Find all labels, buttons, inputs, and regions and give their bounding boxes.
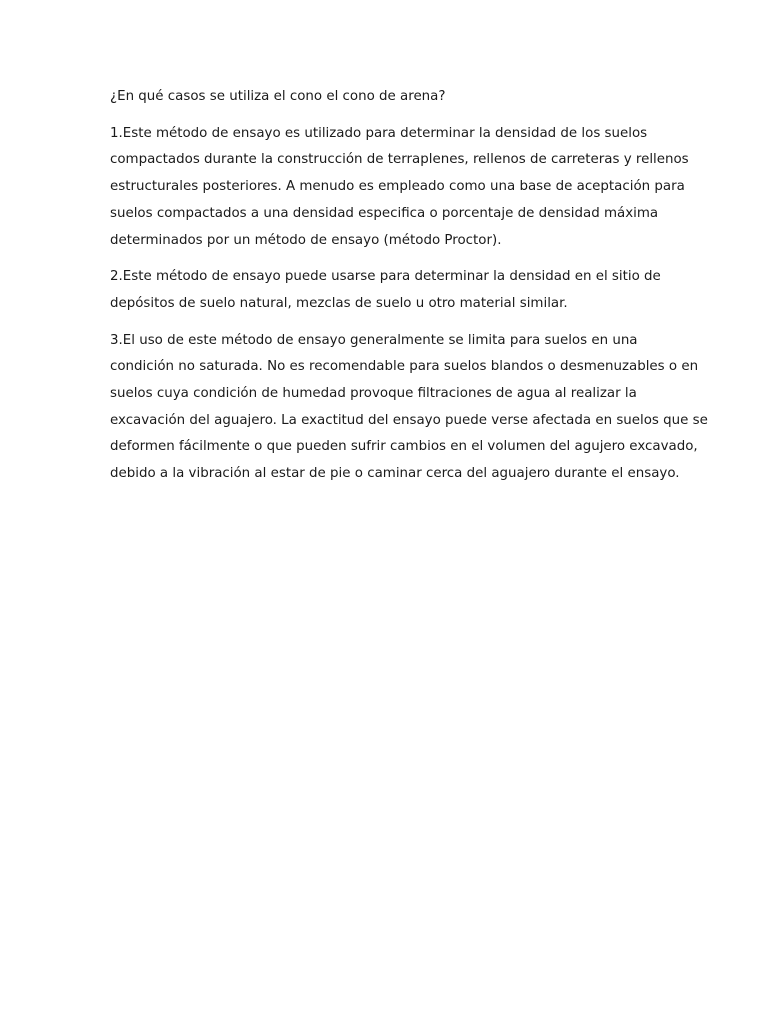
paragraph-1 — [110, 121, 689, 255]
paragraph-line: debido a la vibración al estar de pie o caminar cerca del aguajero durante el ensayo. — [110, 466, 680, 482]
paragraph-2 — [110, 264, 668, 317]
paragraph-line: excavación del aguajero. La exactitud del ensayo puede verse afectada en suelos que se — [110, 412, 708, 428]
paragraph-line: suelos compactados a una densidad especifica o porcentaje de densidad máxima — [110, 205, 659, 221]
paragraph-line: deformen fácilmente o que pueden sufrir cambios en el volumen del agujero excavado, — [110, 439, 698, 455]
paragraph-line: estructurales posteriores. A menudo es empleado como una base de aceptación para — [110, 179, 685, 195]
question-text: ¿En qué casos se utiliza el cono el cono de arena? — [110, 89, 446, 104]
paragraph-line: 1.Este método de ensayo es utilizado para determinar la densidad de los suelos — [110, 125, 648, 141]
paragraph-line: 3.El uso de este método de ensayo generalmente se limita para suelos en una — [110, 332, 638, 348]
paragraph-3 — [110, 328, 708, 488]
paragraph-line: compactados durante la construcción de terraplenes, rellenos de carreteras y rellenos — [110, 152, 689, 168]
paragraph-line: condición no saturada. No es recomendable para suelos blandos o desmenuzables o en — [110, 359, 699, 375]
paragraph-line: 2.Este método de ensayo puede usarse para determinar la densidad en el sitio de — [110, 269, 661, 285]
paragraph-line: suelos cuya condición de humedad provoque filtraciones de agua al realizar la — [110, 386, 637, 402]
paragraph-line: depósitos de suelo natural, mezclas de suelo u otro material similar. — [110, 295, 568, 311]
question-heading — [110, 84, 668, 111]
paragraph-line: determinados por un método de ensayo (método Proctor). — [110, 232, 502, 248]
